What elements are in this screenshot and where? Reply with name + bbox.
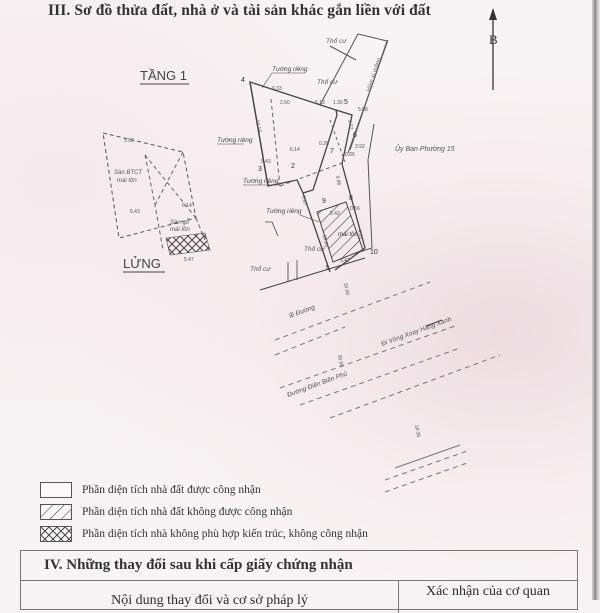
svg-text:5.43: 5.43 — [261, 159, 271, 165]
svg-text:Tường riêng: Tường riêng — [217, 137, 253, 144]
svg-text:5.13: 5.13 — [315, 100, 325, 106]
svg-text:10.05: 10.05 — [321, 234, 330, 248]
svg-text:Tường riêng: Tường riêng — [266, 208, 302, 215]
svg-text:mái tôn: mái tôn — [170, 227, 190, 233]
legend — [40, 480, 368, 546]
svg-text:5.42: 5.42 — [330, 211, 340, 217]
north-arrow-icon — [489, 8, 498, 90]
svg-text:Thổ cư: Thổ cư — [317, 79, 338, 86]
svg-text:6.14: 6.14 — [182, 203, 192, 209]
svg-text:18.36: 18.36 — [413, 424, 422, 438]
svg-text:mái tôn: mái tôn — [117, 178, 137, 184]
changes-table-header — [21, 581, 577, 613]
svg-text:2: 2 — [291, 163, 295, 170]
column-header-confirmation: Xác nhận của cơ quan — [425, 584, 550, 599]
svg-text:0.20: 0.20 — [319, 141, 329, 147]
svg-text:Sàn gỗ: Sàn gỗ — [170, 220, 190, 226]
svg-text:9.33: 9.33 — [272, 86, 282, 92]
svg-text:Đi Vòng Xoay Hàng Xanh: Đi Vòng Xoay Hàng Xanh — [380, 315, 453, 348]
svg-text:9: 9 — [322, 198, 326, 205]
svg-text:Thổ cư: Thổ cư — [250, 266, 271, 273]
svg-text:6.14: 6.14 — [290, 147, 300, 153]
section-iii-title: III. Sơ đồ thửa đất, nhà ở và tài sản khác gắn liền với đất — [48, 2, 431, 19]
legend-label: Phần diện tích nhà đất được công nhận — [82, 484, 261, 496]
svg-text:Sàn BTCT: Sàn BTCT — [114, 170, 143, 176]
svg-text:lề Đường: lề Đường — [288, 304, 316, 320]
svg-text:6: 6 — [353, 132, 357, 139]
svg-text:Tường riêng: Tường riêng — [243, 178, 279, 185]
svg-text:5.77: 5.77 — [346, 119, 354, 130]
svg-text:5.47: 5.47 — [184, 257, 194, 263]
svg-text:5.68: 5.68 — [358, 107, 368, 113]
svg-text:Ủy Ban Phường 15: Ủy Ban Phường 15 — [395, 146, 455, 153]
svg-text:5.43: 5.43 — [130, 209, 140, 215]
crosshatch-swatch-icon — [40, 526, 72, 542]
svg-text:0.56: 0.56 — [350, 206, 360, 212]
svg-text:30.00: 30.00 — [336, 354, 345, 368]
svg-text:4: 4 — [241, 77, 245, 84]
legend-item-not-recognized — [40, 502, 368, 522]
svg-text:Hẻm xi măng: Hẻm xi măng — [366, 57, 383, 93]
svg-text:0.86: 0.86 — [345, 152, 355, 158]
floor-label-mezzanine: LỬNG — [123, 256, 161, 271]
svg-text:9.53: 9.53 — [124, 138, 134, 144]
legend-label: Phần diện tích nhà không phù hợp kiến trúc, không công nhận — [82, 528, 368, 540]
svg-text:5: 5 — [344, 99, 348, 106]
svg-text:3: 3 — [258, 166, 262, 173]
svg-text:10.00: 10.00 — [342, 282, 351, 296]
section-iv-title: IV. Những thay đổi sau khi cấp giấy chứng nhận — [21, 551, 577, 581]
svg-text:4.31: 4.31 — [356, 229, 364, 240]
legend-item-non-compliant — [40, 524, 368, 544]
svg-text:mái tôn: mái tôn — [338, 232, 358, 238]
svg-text:14.19: 14.19 — [254, 119, 263, 133]
svg-text:7: 7 — [330, 148, 334, 155]
svg-text:Tường riêng: Tường riêng — [272, 66, 308, 73]
svg-text:1: 1 — [325, 265, 329, 272]
svg-text:9.86: 9.86 — [334, 175, 342, 186]
svg-text:3.92: 3.92 — [355, 144, 365, 150]
floor-label-ground: TẦNG 1 — [140, 68, 187, 83]
north-label: B — [489, 32, 498, 47]
svg-text:9.47: 9.47 — [300, 195, 308, 206]
svg-text:1.30: 1.30 — [333, 100, 343, 106]
legend-item-recognized — [40, 480, 368, 500]
svg-text:2.60: 2.60 — [280, 100, 290, 106]
svg-text:Thổ cư: Thổ cư — [326, 38, 347, 45]
hatch-swatch-icon — [40, 504, 72, 520]
changes-table — [20, 550, 578, 610]
column-header-content: Nội dung thay đổi và cơ sở pháp lý — [21, 581, 399, 613]
svg-text:Đường Điện Biên Phủ: Đường Điện Biên Phủ — [286, 370, 349, 399]
svg-text:5.47: 5.47 — [340, 258, 350, 264]
svg-text:Thổ cư: Thổ cư — [304, 246, 325, 253]
svg-text:8: 8 — [349, 195, 353, 202]
blank-swatch-icon — [40, 482, 72, 498]
legend-label: Phần diện tích nhà đất không được công nhận — [82, 506, 293, 518]
svg-text:10: 10 — [370, 249, 378, 256]
